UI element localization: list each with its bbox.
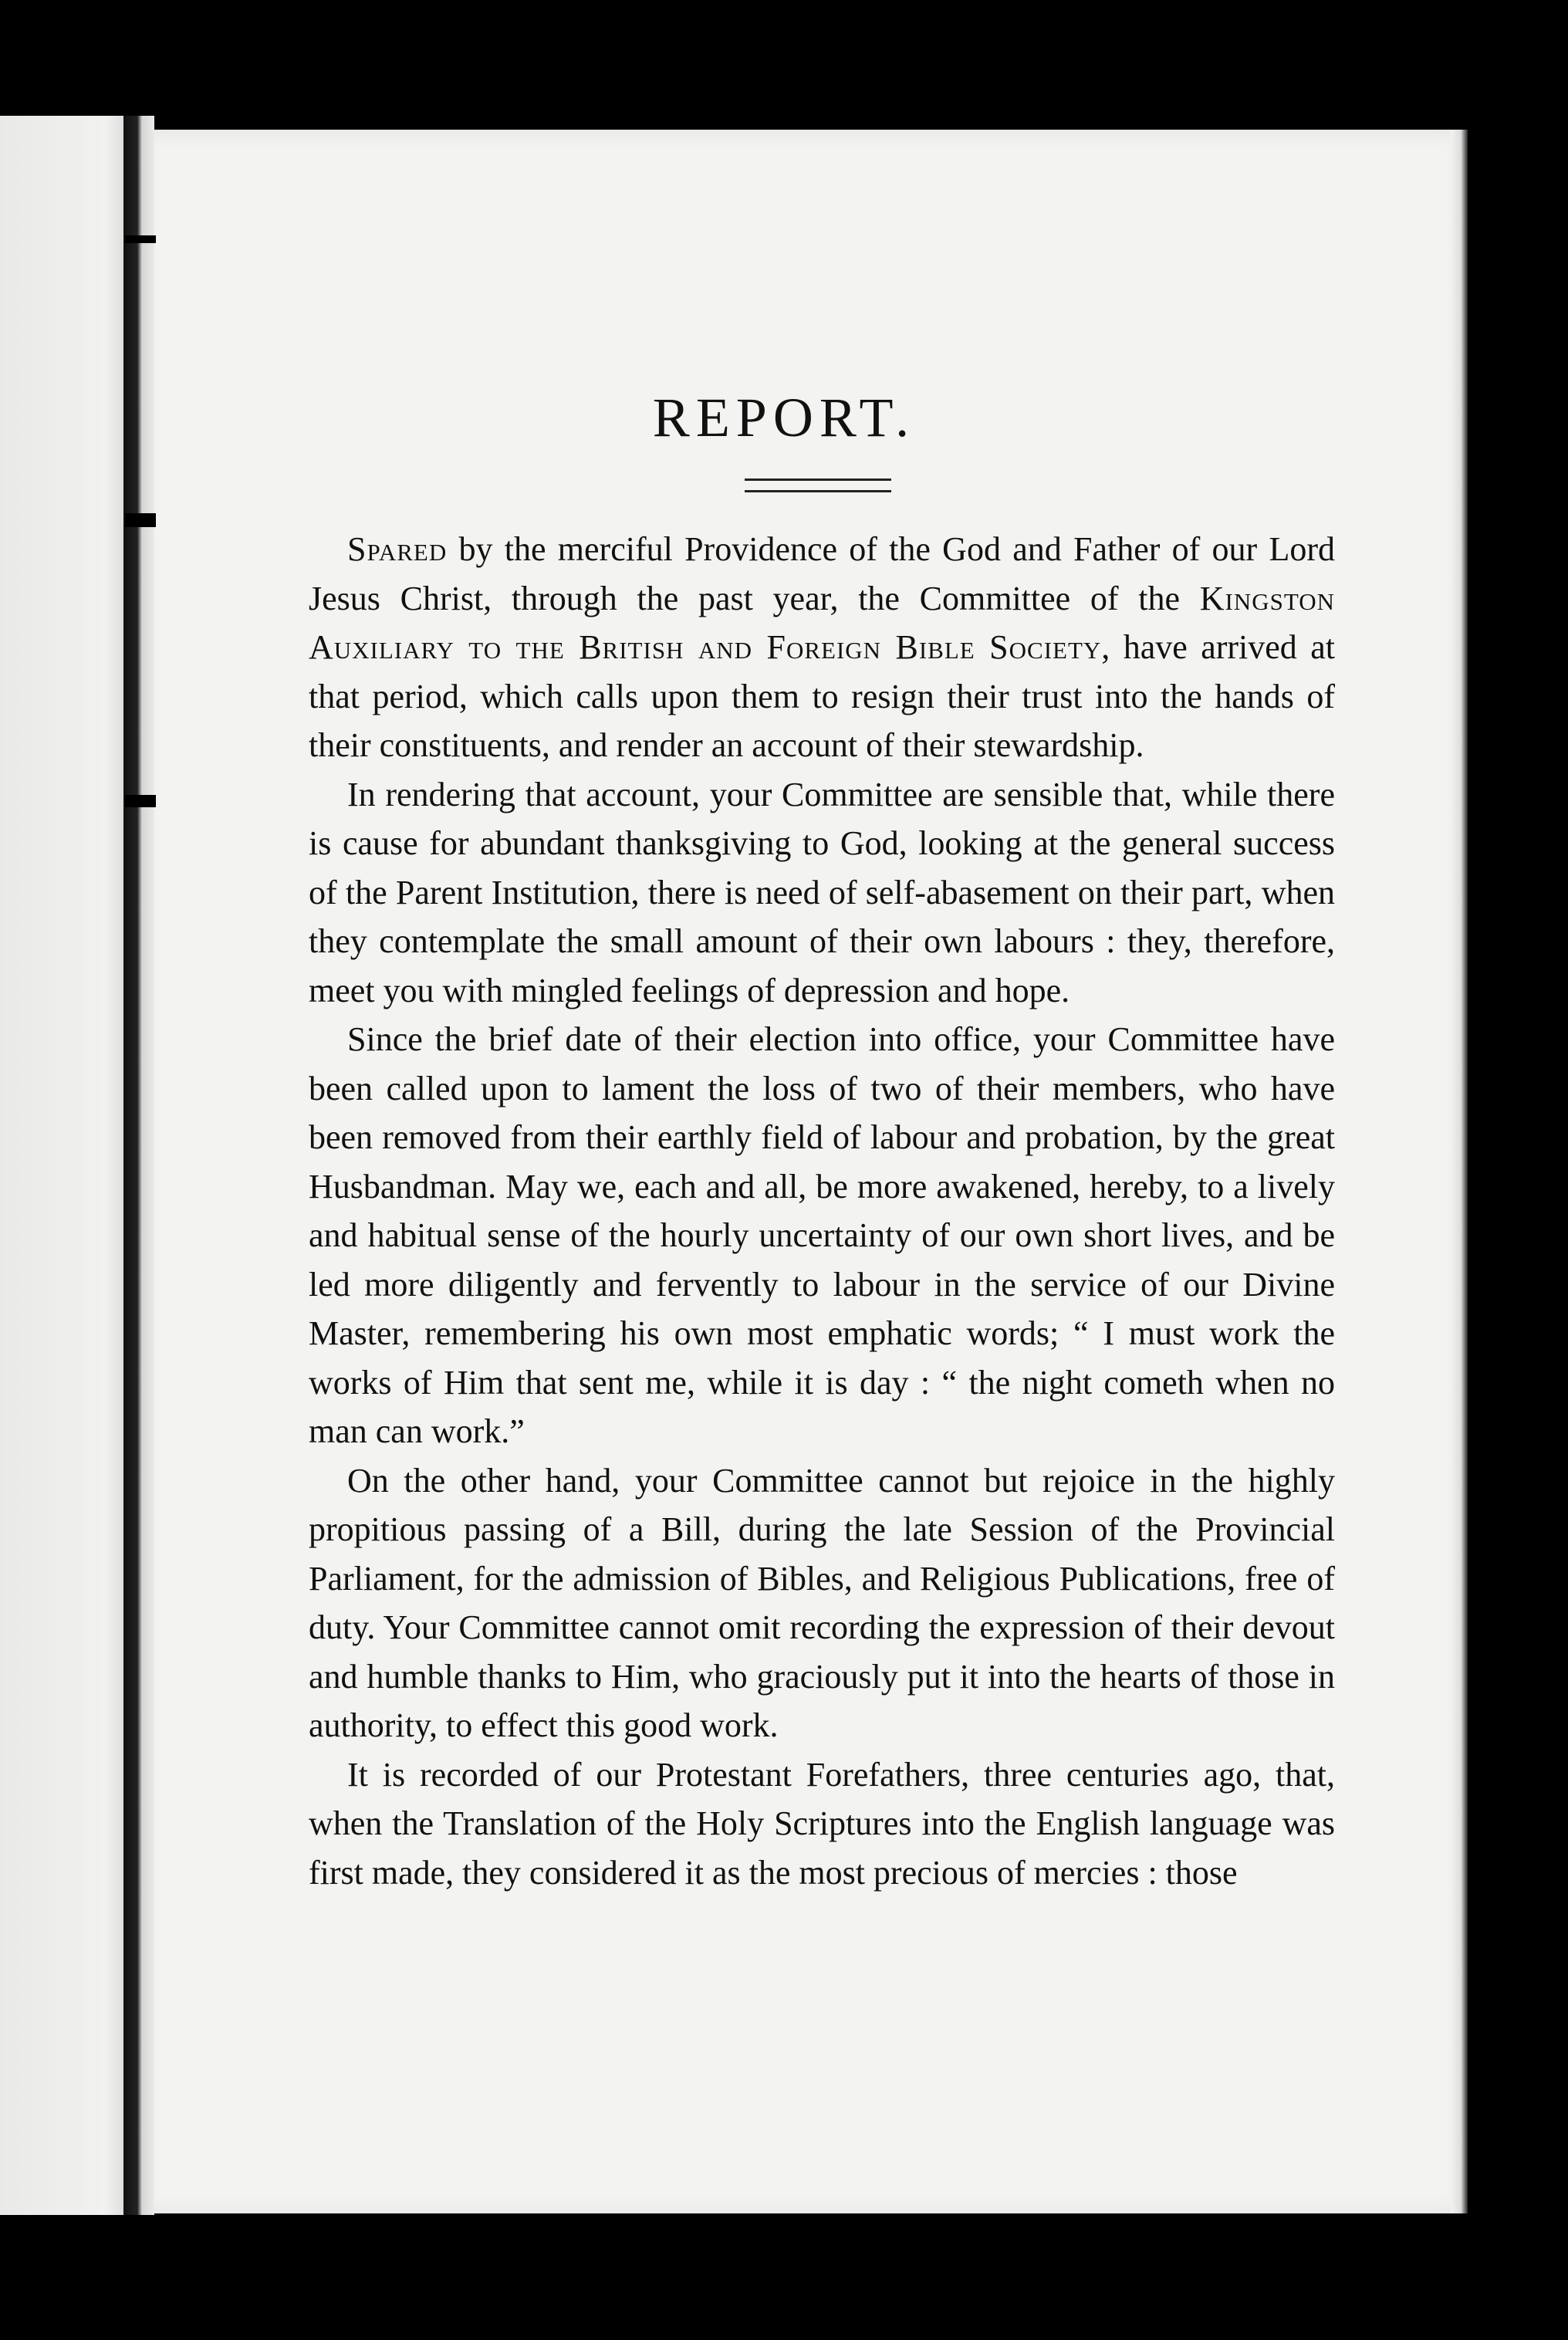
- organization-name: Kingston Auxiliary to the British and Foreign Bible Society: [309, 579, 1335, 666]
- lead-word: Spared: [347, 530, 448, 568]
- paragraph-2: In rendering that account, your Committee are sensible that, while there is cause for abundant thanksgiving to God, looking at the general success of the Parent Institution, there is need of self-abasement on their part, when they contemplate the small amount of their own labours : they, therefore, meet you with mingled feelings of depression and hope.: [309, 775, 1335, 1009]
- report-body: [309, 525, 1335, 1897]
- page-title: REPORT.: [652, 387, 916, 448]
- binding-mark: [125, 513, 156, 527]
- paragraph-text: by the merciful Providence of the God and Father of our Lord Jesus Christ, through the past year, the Committee of the: [309, 530, 1335, 617]
- paragraph-4: On the other hand, your Committee cannot but rejoice in the highly propitious passing of a Bill, during the late Session of the Provincial Parliament, for the admission of Bibles, and Religious Publications, free of duty. Your Committee cannot omit recording the expression of their devout and humble thanks to Him, who graciously put it into the hearts of those in authority, to effect this good work.: [309, 1461, 1335, 1744]
- paragraph-text: , have arrived at that period, which calls upon them to resign their trust into the hands of their constituents, and render an account of their stewardship.: [309, 628, 1335, 764]
- title-double-rule: [745, 478, 891, 492]
- binding-mark: [125, 795, 156, 807]
- paragraph-5: It is recorded of our Protestant Forefathers, three centuries ago, that, when the Translation of the Holy Scriptures into the English language was first made, they considered it as the most precious of mercies : those: [309, 1755, 1335, 1892]
- paragraph-3: Since the brief date of their election into office, your Committee have been called upon to lament the loss of two of their members, who have been removed from their earthly field of labour and probation, by the great Husbandman. May we, each and all, be more awakened, hereby, to a lively and habitual sense of the hourly uncertainty of our own short lives, and be led more diligently and fervently to labour in the service of our Divine Master, remembering his own most emphatic words; “ I must work the works of Him that sent me, while it is day : “ the night cometh when no man can work.”: [309, 1020, 1335, 1450]
- paragraph-1: [309, 525, 1335, 770]
- binding-mark: [125, 235, 156, 243]
